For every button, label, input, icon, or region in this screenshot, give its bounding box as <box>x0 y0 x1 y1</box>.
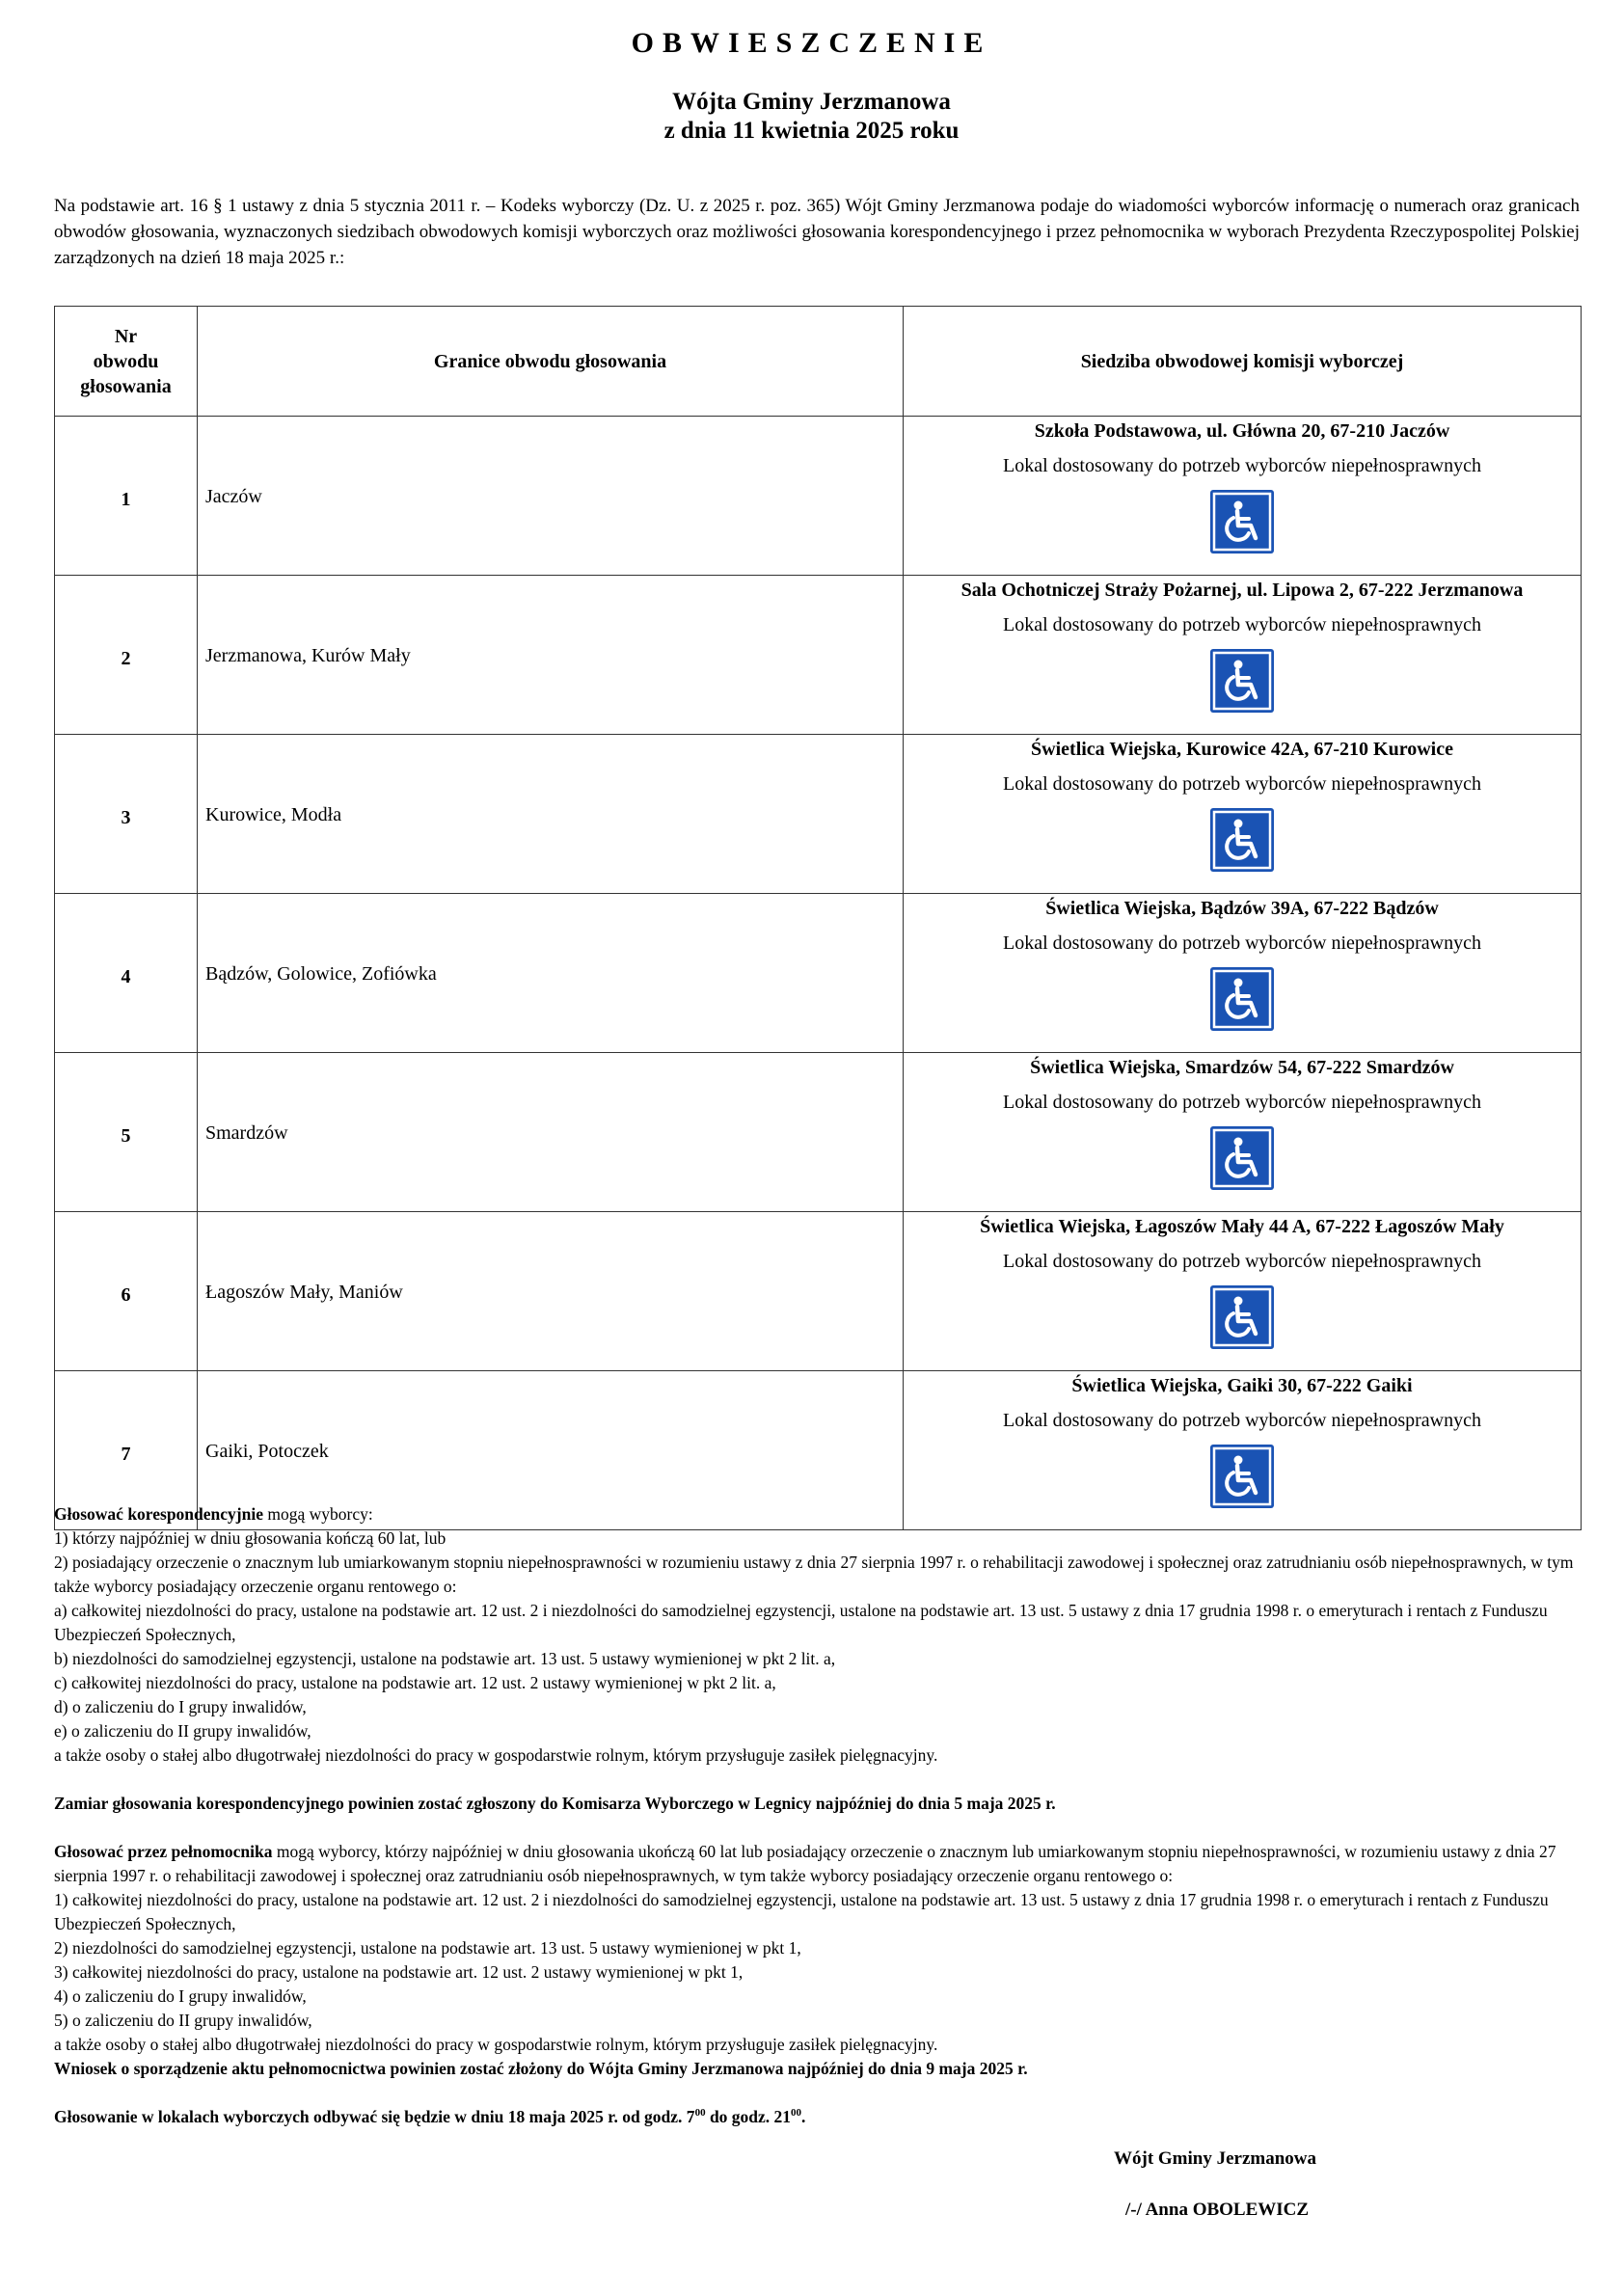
commission-seat-address: Sala Ochotniczej Straży Pożarnej, ul. Lipowa 2, 67-222 Jerzmanowa <box>960 580 1524 601</box>
wheelchair-accessible-icon <box>1210 1126 1274 1190</box>
list-item: 1) którzy najpóźniej w dniu głosowania kończą 60 lat, lub <box>54 1528 446 1548</box>
proxy-lead <box>54 1840 1580 1888</box>
commission-seat-address: Świetlica Wiejska, Bądzów 39A, 67-222 Bądzów <box>1045 898 1439 919</box>
commission-seat-address: Świetlica Wiejska, Kurowice 42A, 67-210 Kurowice <box>1031 739 1453 760</box>
list-item: a) całkowitej niezdolności do pracy, ustalone na podstawie art. 12 ust. 2 i niezdolności do samodzielnej egzystencji, ustalone na podstawie art. 13 ust. 5 ustawy z dnia 17 grudnia 1998 r. o emeryturach i rentach z Funduszu Ubezpieczeń Społecznych, <box>54 1601 1548 1644</box>
signature-office: Wójt Gminy Jerzmanowa <box>1114 2148 1317 2169</box>
table-row <box>55 417 1582 576</box>
document-title: OBWIESZCZENIE <box>631 27 992 59</box>
accessibility-note: Lokal dostosowany do potrzeb wyborców niepełnosprawnych <box>1003 1410 1481 1431</box>
commission-seat-cell <box>904 735 1582 894</box>
district-number: 4 <box>55 894 198 1053</box>
list-item: d) o zaliczeniu do I grupy inwalidów, <box>54 1697 307 1716</box>
voting-hours-sup-a: 00 <box>694 2107 706 2120</box>
commission-seat-address: Szkoła Podstawowa, ul. Główna 20, 67-210 Jaczów <box>1034 420 1450 442</box>
header-commission-seat: Siedziba obwodowej komisji wyborczej <box>904 307 1582 417</box>
correspondence-lead-rest: mogą wyborcy: <box>262 1504 373 1524</box>
accessibility-note: Lokal dostosowany do potrzeb wyborców niepełnosprawnych <box>1003 1092 1481 1113</box>
district-number: 6 <box>55 1212 198 1371</box>
commission-seat-cell <box>904 417 1582 576</box>
district-boundaries: Jerzmanowa, Kurów Mały <box>198 576 904 735</box>
accessibility-note: Lokal dostosowany do potrzeb wyborców niepełnosprawnych <box>1003 1251 1481 1272</box>
accessibility-note: Lokal dostosowany do potrzeb wyborców niepełnosprawnych <box>1003 773 1481 795</box>
list-item: a także osoby o stałej albo długotrwałej niezdolności do pracy w gospodarstwie rolnym, którym przysługuje zasiłek pielęgnacyjny. <box>54 2035 938 2054</box>
table-row <box>55 576 1582 735</box>
wheelchair-accessible-icon <box>1210 649 1274 713</box>
list-item: c) całkowitej niezdolności do pracy, ustalone na podstawie art. 12 ust. 2 ustawy wymienionej w pkt 2 lit. a, <box>54 1673 776 1692</box>
correspondence-deadline: Zamiar głosowania korespondencyjnego powinien zostać zgłoszony do Komisarza Wyborczego w Legnicy najpóźniej do dnia 5 maja 2025 r. <box>54 1794 1056 1813</box>
commission-seat-address: Świetlica Wiejska, Smardzów 54, 67-222 Smardzów <box>1030 1057 1454 1078</box>
signature-name: /-/ Anna OBOLEWICZ <box>1125 2200 1310 2220</box>
table-row <box>55 735 1582 894</box>
commission-seat-address: Świetlica Wiejska, Gaiki 30, 67-222 Gaiki <box>1071 1375 1413 1396</box>
wheelchair-accessible-icon <box>1210 808 1274 872</box>
table-row <box>55 894 1582 1053</box>
voting-hours-sup-b: 00 <box>791 2107 802 2120</box>
list-item: e) o zaliczeniu do II grupy inwalidów, <box>54 1721 311 1741</box>
district-number: 7 <box>55 1371 198 1530</box>
header-district-number: Nr obwodu głosowania <box>55 307 198 417</box>
accessibility-note: Lokal dostosowany do potrzeb wyborców niepełnosprawnych <box>1003 614 1481 635</box>
correspondence-lead-bold: Głosować korespondencyjnie <box>54 1504 263 1524</box>
document-issuer: Wójta Gminy Jerzmanowa <box>672 89 951 115</box>
district-boundaries: Smardzów <box>198 1053 904 1212</box>
voting-districts-table <box>54 306 1582 1530</box>
commission-seat-cell <box>904 1053 1582 1212</box>
correspondence-lead <box>54 1502 1580 1526</box>
wheelchair-accessible-icon <box>1210 1285 1274 1349</box>
voting-hours-text-b: do godz. 21 <box>705 2107 792 2126</box>
district-boundaries: Bądzów, Golowice, Zofiówka <box>198 894 904 1053</box>
table-row <box>55 1212 1582 1371</box>
district-number: 3 <box>55 735 198 894</box>
list-item: 4) o zaliczeniu do I grupy inwalidów, <box>54 1986 307 2006</box>
document-date: z dnia 11 kwietnia 2025 roku <box>663 118 960 144</box>
list-item: 2) niezdolności do samodzielnej egzystencji, ustalone na podstawie art. 13 ust. 5 ustawy wymienionej w pkt 1, <box>54 1938 801 1958</box>
commission-seat-cell <box>904 894 1582 1053</box>
wheelchair-accessible-icon <box>1210 490 1274 554</box>
district-boundaries: Kurowice, Modła <box>198 735 904 894</box>
header-district-boundaries: Granice obwodu głosowania <box>198 307 904 417</box>
list-item: 1) całkowitej niezdolności do pracy, ustalone na podstawie art. 12 ust. 2 i niezdolności do samodzielnej egzystencji, ustalone na podstawie art. 13 ust. 5 ustawy z dnia 17 grudnia 1998 r. o emeryturach i rentach z Funduszu Ubezpieczeń Społecznych, <box>54 1890 1549 1933</box>
wheelchair-accessible-icon <box>1210 1445 1274 1508</box>
proxy-lead-rest: mogą wyborcy, którzy najpóźniej w dniu głosowania ukończą 60 lat lub posiadający orzeczenie o znacznym lub umiarkowanym stopniu niepełnosprawności, w rozumieniu ustawy z dnia 27 sierpnia 1997 r. o rehabilitacji zawodowej i społecznej oraz zatrudnianiu osób niepełnosprawnych, w tym także wyborcy posiadający orzeczenie organu rentowego o: <box>54 1842 1556 1885</box>
commission-seat-cell <box>904 576 1582 735</box>
district-number: 5 <box>55 1053 198 1212</box>
wheelchair-accessible-icon <box>1210 967 1274 1031</box>
voting-hours-text-c: . <box>801 2107 806 2126</box>
proxy-deadline: Wniosek o sporządzenie aktu pełnomocnictwa powinien zostać złożony do Wójta Gminy Jerzmanowa najpóźniej do dnia 9 maja 2025 r. <box>54 2059 1028 2078</box>
district-number: 2 <box>55 576 198 735</box>
voting-hours <box>54 2107 805 2126</box>
list-item: a także osoby o stałej albo długotrwałej niezdolności do pracy w gospodarstwie rolnym, którym przysługuje zasiłek pielęgnacyjny. <box>54 1745 938 1765</box>
voting-information <box>54 1502 1580 2129</box>
proxy-lead-bold: Głosować przez pełnomocnika <box>54 1842 273 1861</box>
commission-seat-cell <box>904 1212 1582 1371</box>
district-boundaries: Łagoszów Mały, Maniów <box>198 1212 904 1371</box>
list-item: 3) całkowitej niezdolności do pracy, ustalone na podstawie art. 12 ust. 2 ustawy wymienionej w pkt 1, <box>54 1962 744 1982</box>
district-number: 1 <box>55 417 198 576</box>
list-item: 5) o zaliczeniu do II grupy inwalidów, <box>54 2011 312 2030</box>
district-boundaries: Gaiki, Potoczek <box>198 1371 904 1530</box>
accessibility-note: Lokal dostosowany do potrzeb wyborców niepełnosprawnych <box>1003 932 1481 954</box>
accessibility-note: Lokal dostosowany do potrzeb wyborców niepełnosprawnych <box>1003 455 1481 476</box>
table-header-row <box>55 307 1582 417</box>
list-item: b) niezdolności do samodzielnej egzystencji, ustalone na podstawie art. 13 ust. 5 ustawy wymienionej w pkt 2 lit. a, <box>54 1649 836 1668</box>
district-boundaries: Jaczów <box>198 417 904 576</box>
intro-paragraph: Na podstawie art. 16 § 1 ustawy z dnia 5 stycznia 2011 r. – Kodeks wyborczy (Dz. U. z 2025 r. poz. 365) Wójt Gminy Jerzmanowa podaje do wiadomości wyborców informację o numerach oraz granicach obwodów głosowania, wyznaczonych siedzibach obwodowych komisji wyborczych oraz możliwości głosowania korespondencyjnego i przez pełnomocnika w wyborach Prezydenta Rzeczypospolitej Polskiej zarządzonych na dzień 18 maja 2025 r.: <box>54 196 1580 268</box>
list-item: 2) posiadający orzeczenie o znacznym lub umiarkowanym stopniu niepełnosprawności w rozumieniu ustawy z dnia 27 sierpnia 1997 r. o rehabilitacji zawodowej i społecznej oraz zatrudnianiu osób niepełnosprawnych, w tym także wyborcy posiadający orzeczenie organu rentowego o: <box>54 1553 1574 1596</box>
table-row <box>55 1053 1582 1212</box>
commission-seat-address: Świetlica Wiejska, Łagoszów Mały 44 A, 67-222 Łagoszów Mały <box>980 1216 1504 1237</box>
voting-hours-text-a: Głosowanie w lokalach wyborczych odbywać się będzie w dniu 18 maja 2025 r. od godz. 7 <box>54 2107 695 2126</box>
